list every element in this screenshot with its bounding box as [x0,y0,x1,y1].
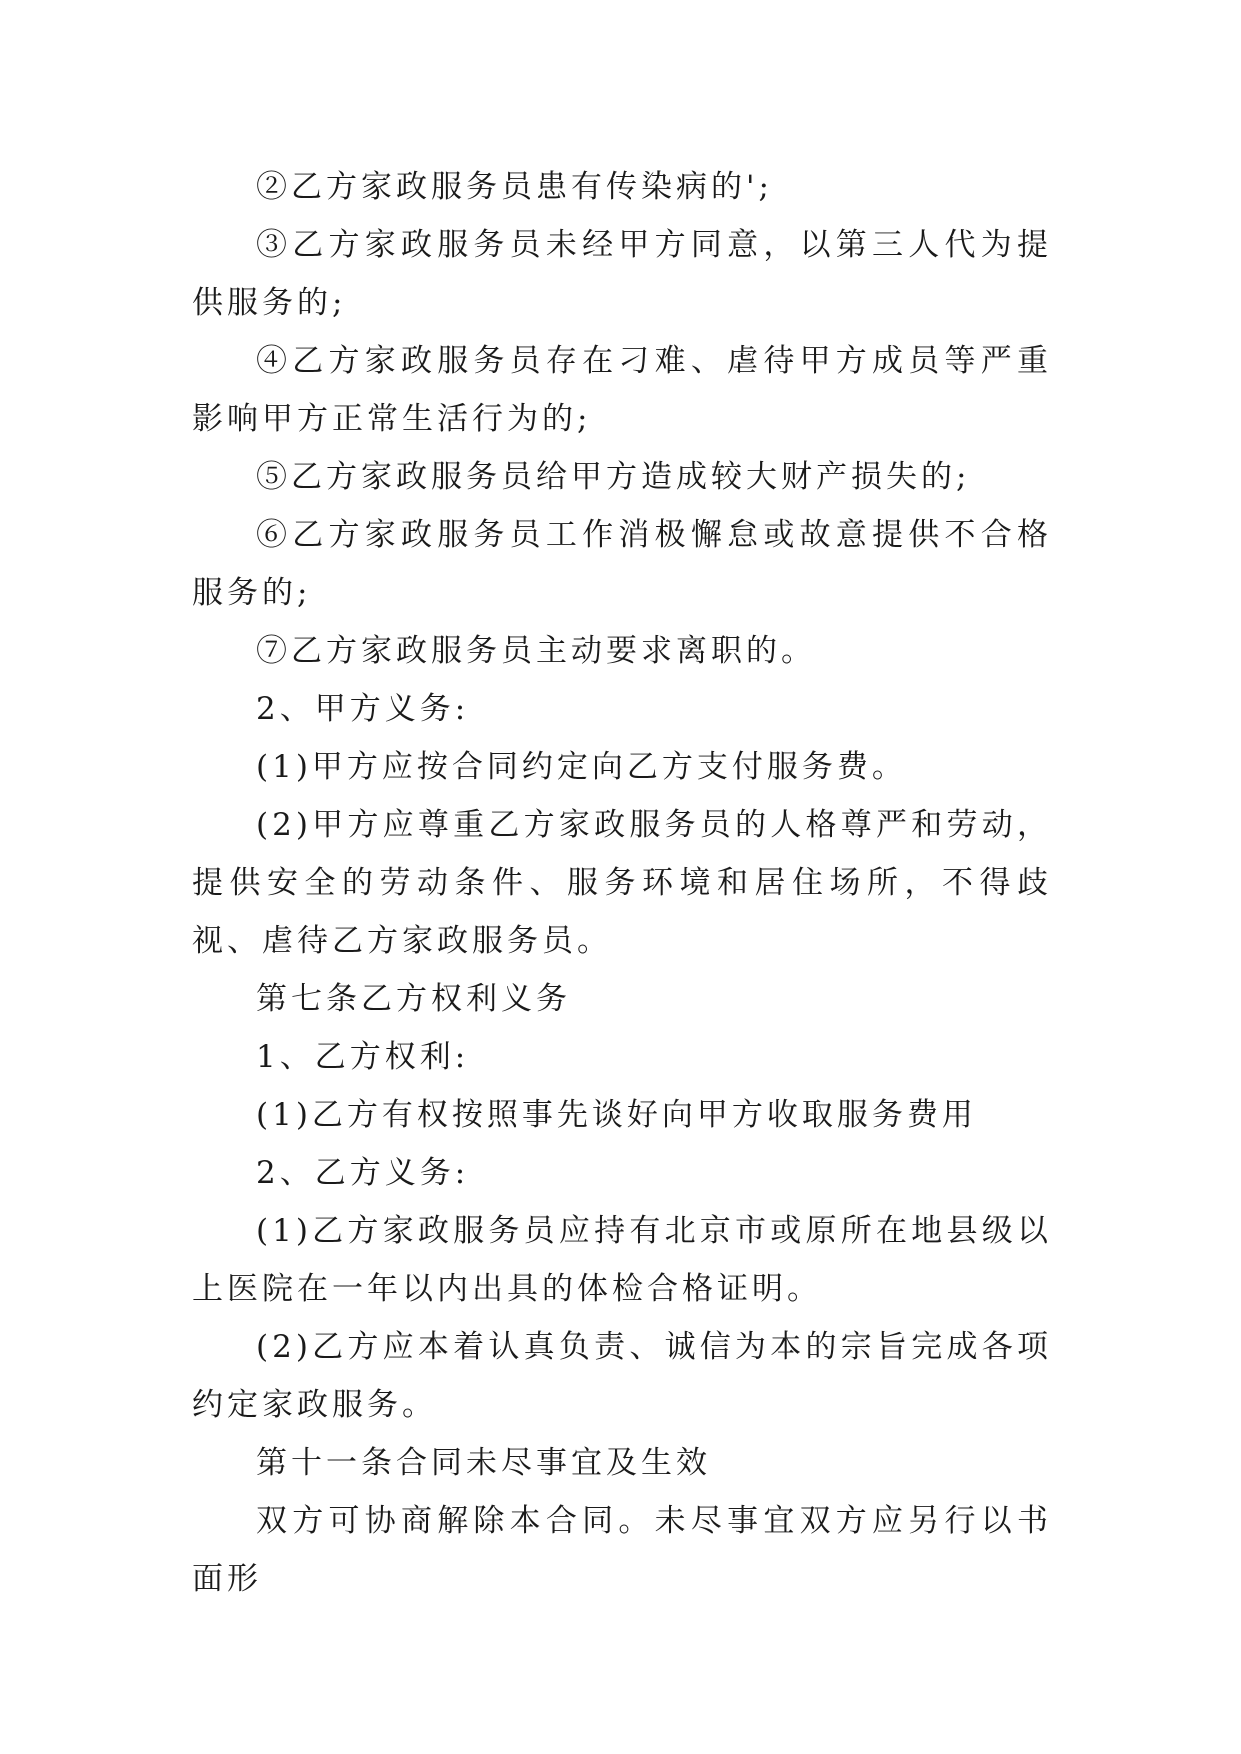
heading-party-b-rights: 1、乙方权利: [256,1039,470,1075]
paragraph-termination: 双方可协商解除本合同。未尽事宜双方应另行以书面形 [192,1503,1052,1597]
paragraph-party-a-obligation-2: (2)甲方应尊重乙方家政服务员的人格尊严和劳动，提供安全的劳动条件、服务环境和居住场所，不得歧视、虐待乙方家政服务员。 [192,807,1052,959]
paragraph-clause-4: ④乙方家政服务员存在刁难、虐待甲方成员等严重影响甲方正常生活行为的; [192,343,1052,437]
paragraph-clause-7: ⑦乙方家政服务员主动要求离职的。 [256,633,816,669]
paragraph-clause-2: ②乙方家政服务员患有传染病的'; [256,169,773,205]
paragraph-clause-3: ③乙方家政服务员未经甲方同意，以第三人代为提供服务的; [192,227,1052,321]
paragraph-party-b-right-1: (1)乙方有权按照事先谈好向甲方收取服务费用 [256,1097,977,1133]
paragraph-party-b-obligation-2: (2)乙方应本着认真负责、诚信为本的宗旨完成各项约定家政服务。 [192,1329,1052,1423]
paragraph-clause-5: ⑤乙方家政服务员给甲方造成较大财产损失的; [256,459,971,495]
paragraph-party-b-obligation-1: (1)乙方家政服务员应持有北京市或原所在地县级以上医院在一年以内出具的体检合格证明。 [192,1213,1052,1307]
heading-party-b-obligations: 2、乙方义务: [256,1155,470,1191]
heading-article-7: 第七条乙方权利义务 [256,981,571,1017]
heading-party-a-obligations: 2、甲方义务: [256,691,470,727]
heading-article-11: 第十一条合同未尽事宜及生效 [256,1445,711,1481]
document-body [192,158,1052,1608]
paragraph-clause-6: ⑥乙方家政服务员工作消极懈怠或故意提供不合格服务的; [192,517,1052,611]
paragraph-party-a-obligation-1: (1)甲方应按合同约定向乙方支付服务费。 [256,749,907,785]
